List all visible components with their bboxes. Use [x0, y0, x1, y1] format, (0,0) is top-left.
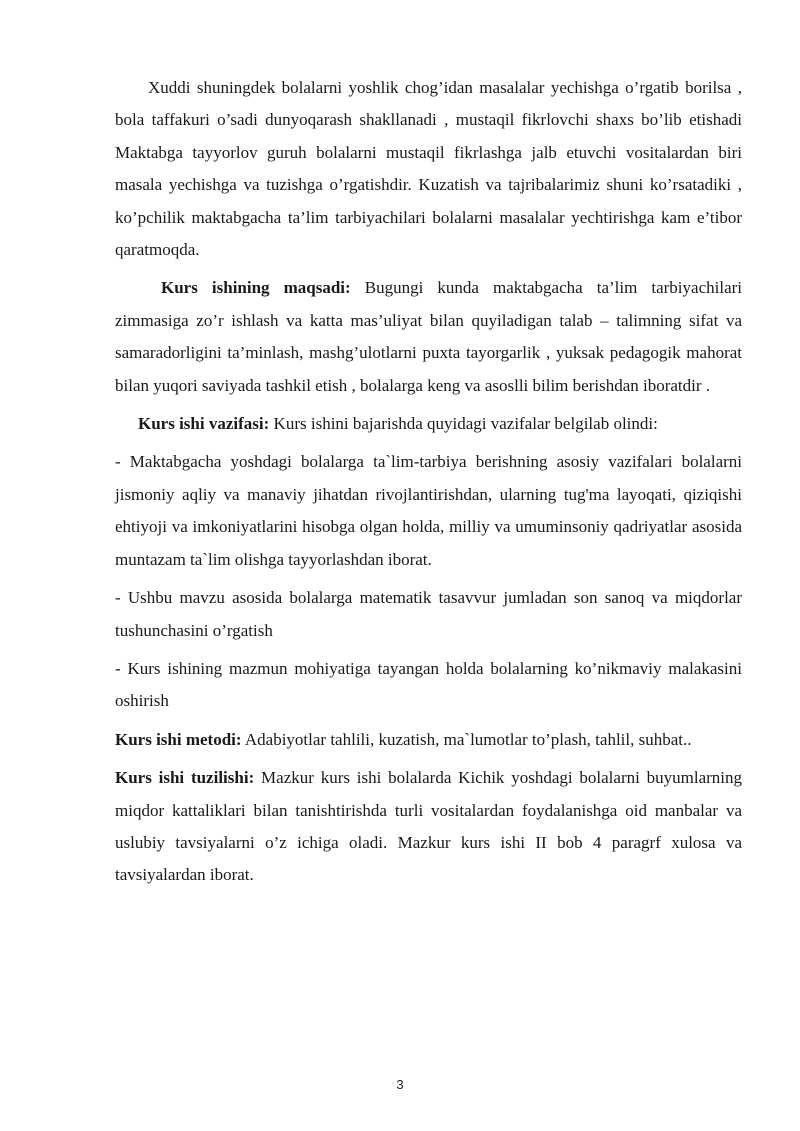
- paragraph-text: - Kurs ishining mazmun mohiyatiga tayangan holda bolalarning ko’nikmaviy malakasini oshirish: [115, 658, 742, 711]
- list-item-task-1: [115, 446, 742, 576]
- section-heading-tasks: Kurs ishi vazifasi:: [138, 414, 270, 434]
- paragraph-structure: [115, 762, 742, 892]
- paragraph-intro: [115, 72, 742, 266]
- paragraph-text: Xuddi shuningdek bolalarni yoshlik chog’idan masalalar yechishga o’rgatib borilsa , bola taffakuri o’sadi dunyoqarash shakllanadi , mustaqil fikrlovchi shaxs bo’lib etishadi Maktabga tayyorlov guruh bolalarni mustaqil fikrlashga jalb etuvchi vositalardan biri masala yechishga va tuzishga o’rgatishdir. Kuzatish va tajribalarimiz shuni ko’rsatadiki , ko’pchilik maktabgacha ta’lim tarbiyachilari bolalarni masalalar yechtirishga kam e’tibor qaratmoqda.: [115, 78, 742, 260]
- section-heading-structure: Kurs ishi tuzilishi:: [115, 768, 255, 788]
- document-page: [115, 72, 742, 892]
- paragraph-text: Bugungi kunda maktabgacha ta’lim tarbiyachilari zimmasiga zo’r ishlash va katta mas’uliyat bilan quyiladigan talab – talimning sifat va samaradorligini ta’minlash, mashg’ulotlarni puxta tayorgarlik , yuksak pedagogik mahorat bilan yuqori saviyada tashkil etish , bolalarga keng va asoslli bilim berishdan iboratdir .: [115, 278, 742, 395]
- paragraph-text: - Ushbu mavzu asosida bolalarga matematik tasavvur jumladan son sanoq va miqdorlar tushunchasini o’rgatish: [115, 588, 742, 640]
- page-number: 3: [396, 1077, 404, 1092]
- paragraph-text: Mazkur kurs ishi bolalarda Kichik yoshdagi bolalarni buyumlarning miqdor kattaliklari bilan tanishtirishda turli vositalardan foydalanishga oid manbalar va uslubiy tavsiyalarni o’z ichiga oladi. Mazkur kurs ishi II bob 4 paragrf xulosa va tavsiyalardan iborat.: [115, 768, 742, 885]
- paragraph-text: Adabiyotlar tahlili, kuzatish, ma`lumotlar to’plash, tahlil, suhbat..: [241, 729, 692, 749]
- section-heading-method: Kurs ishi metodi:: [115, 729, 242, 749]
- paragraph-text: Kurs ishini bajarishda quyidagi vazifalar belgilab olindi:: [269, 414, 658, 434]
- paragraph-goal: [115, 272, 742, 402]
- section-heading-goal: Kurs ishining maqsadi:: [161, 278, 351, 298]
- paragraph-method: [115, 724, 742, 756]
- paragraph-tasks: [115, 408, 742, 440]
- list-item-task-3: [115, 653, 742, 718]
- list-item-task-2: [115, 582, 742, 647]
- paragraph-text: - Maktabgacha yoshdagi bolalarga ta`lim-tarbiya berishning asosiy vazifalari bolalarni jismoniy aqliy va manaviy jihatdan rivojlantirishdan, ularning tug'ma layoqati, qiziqishi ehtiyoji va imkoniyatlarini hisobga olgan holda, milliy va umuminsoniy qadriyatlar asosida muntazam ta`lim olishga tayyorlashdan iborat.: [115, 452, 742, 569]
